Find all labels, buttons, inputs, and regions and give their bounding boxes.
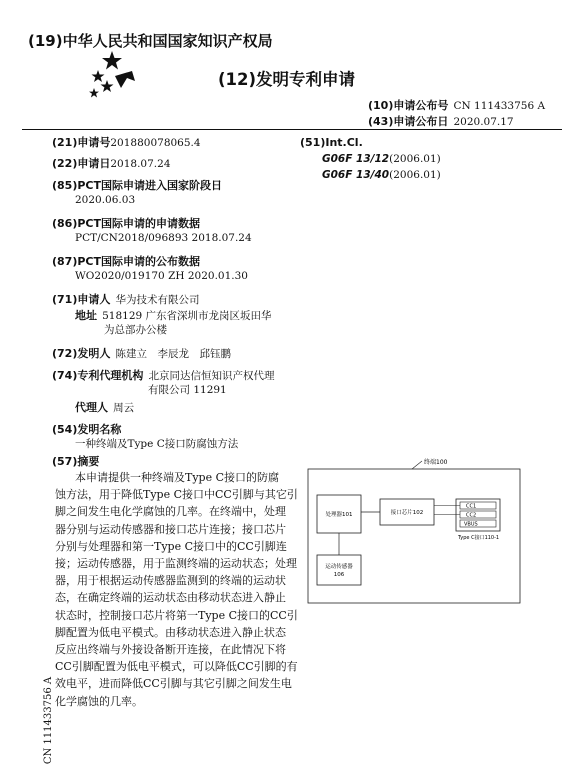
pin-vbus-label: VBUS [464,521,478,528]
field-74-line1: 北京同达信恒知识产权代理 [148,370,275,382]
field-22-label: (22)申请日 [52,157,111,170]
ipc-code-1: G06F 13/12 [322,153,390,165]
abstract-line: 态，在确定终端的运动状态由移动状态进入静止 [55,591,286,605]
terminal-label: 终端100 [424,459,448,466]
sensor-label-2: 106 [333,572,345,578]
field-57-label [52,453,99,469]
pub-date-row [368,113,514,129]
ipc-row-2 [322,166,441,182]
address-line2: 为总部办公楼 [104,324,167,336]
field-54-label [52,421,121,437]
processor-label: 处理器101 [325,512,353,518]
authority-title: (19)中华人民共和国国家知识产权局 [28,32,273,50]
field-85-label-text: (85)PCT国际申请进入国家阶段日 [52,179,222,192]
field-87-label-text: (87)PCT国际申请的公布数据 [52,255,200,268]
field-51-label [300,134,363,150]
chip-label: 接口芯片102 [390,510,424,516]
field-21-value: 201880078065.4 [110,137,201,149]
abstract-figure [300,455,530,605]
cnipa-logo [85,48,140,103]
pub-no-label: (10)申请公布号 [368,99,449,112]
header-divider [22,129,562,130]
terminal-leader [412,461,422,469]
field-74-line2: 有限公司 11291 [148,384,227,396]
field-71-value: 华为技术有限公司 [115,294,200,306]
pin-cc1-label: CC1 [466,503,477,510]
abstract-line: 反应出终端与外接设备断开连接，在此情况下将 [55,643,286,657]
abstract-line: 蚀方法，用于降低Type C接口中CC引脚与其它引 [55,488,298,502]
abstract-line: 化学腐蚀的几率。 [55,694,143,708]
figure-svg [300,455,530,605]
ipc-ver-2: (2006.01) [389,169,441,181]
abstract-line: 分别与处理器和第一Type C接口中的CC引脚连 [55,539,287,553]
sensor-box [317,555,361,585]
field-57-label-text: (57)摘要 [52,455,100,468]
field-72-label: (72)发明人 [52,347,111,360]
abstract-line: 状态时，控制接口芯片将第一Type C接口的CC引 [55,608,298,622]
field-86-label [52,215,200,231]
side-code-wrap [30,676,55,765]
field-86-value: PCT/CN2018/096893 2018.07.24 [75,232,252,244]
abstract-line: 接；运动传感器，用于监测终端的运动状态；处理 [55,557,297,571]
abstract-line: 本申请提供一种终端及Type C接口的防腐 [75,471,280,484]
abstract-line: 脚配置为低电平模式。由移动状态进入静止状态 [55,625,286,639]
pub-no-value: CN 111433756 A [453,100,546,112]
field-85-label [52,177,222,193]
address-line1: 518129 广东省深圳市龙岗区坂田华 [102,310,272,322]
field-71-label: (71)申请人 [52,293,111,306]
pub-date-label: (43)申请公布日 [368,115,449,128]
field-87-label [52,253,200,269]
ipc-row-1 [322,150,441,166]
field-85-value: 2020.06.03 [75,194,136,206]
abstract-line: CC引脚配置为低电平模式，可以降低CC引脚的有 [55,660,298,674]
port-label: Type C接口110-1 [458,535,500,541]
agent-row [75,399,134,415]
field-51-label-text: (51)Int.Cl. [300,136,363,149]
field-72-value: 陈建立 李辰龙 邱钰鹏 [115,348,231,360]
sensor-label-1: 运动传感器 [325,564,353,570]
field-22 [52,155,171,171]
abstract-line: 脚之间发生电化学腐蚀的几率。在终端中，处理 [55,505,286,519]
pub-number-row [368,97,545,113]
field-74-label: (74)专利代理机构 [52,369,144,382]
field-21-label: (21)申请号 [52,136,111,149]
address-row [75,307,272,323]
field-86-label-text: (86)PCT国际申请的申请数据 [52,217,200,230]
pin-cc2-label: CC2 [466,512,477,519]
abstract-line: 器分别与运动传感器和接口芯片连接；接口芯片 [55,522,286,536]
field-74 [52,367,274,383]
abstract-line: 效电平，进而降低CC引脚与其它引脚之间发生电 [55,677,292,691]
agent-value: 周云 [113,402,135,414]
abstract-text [55,469,298,710]
field-87-value: WO2020/019170 ZH 2020.01.30 [75,270,248,282]
agent-label: 代理人 [75,401,108,414]
side-pub-number: CN 111433756 A [43,676,55,765]
field-21 [52,134,201,150]
field-71 [52,291,199,307]
field-72 [52,345,231,361]
port-box [456,499,500,531]
ipc-ver-1: (2006.01) [389,153,441,165]
abstract-line: 器，用于根据运动传感器监测到的终端的运动状 [55,574,286,588]
ipc-code-2: G06F 13/40 [322,169,390,181]
doc-type-title: (12)发明专利申请 [218,70,356,89]
field-22-value: 2018.07.24 [110,158,171,170]
pub-date-value: 2020.07.17 [453,116,514,128]
address-label: 地址 [75,309,97,322]
field-54-label-text: (54)发明名称 [52,423,122,436]
invention-title: 一种终端及Type C接口防腐蚀方法 [75,438,239,450]
